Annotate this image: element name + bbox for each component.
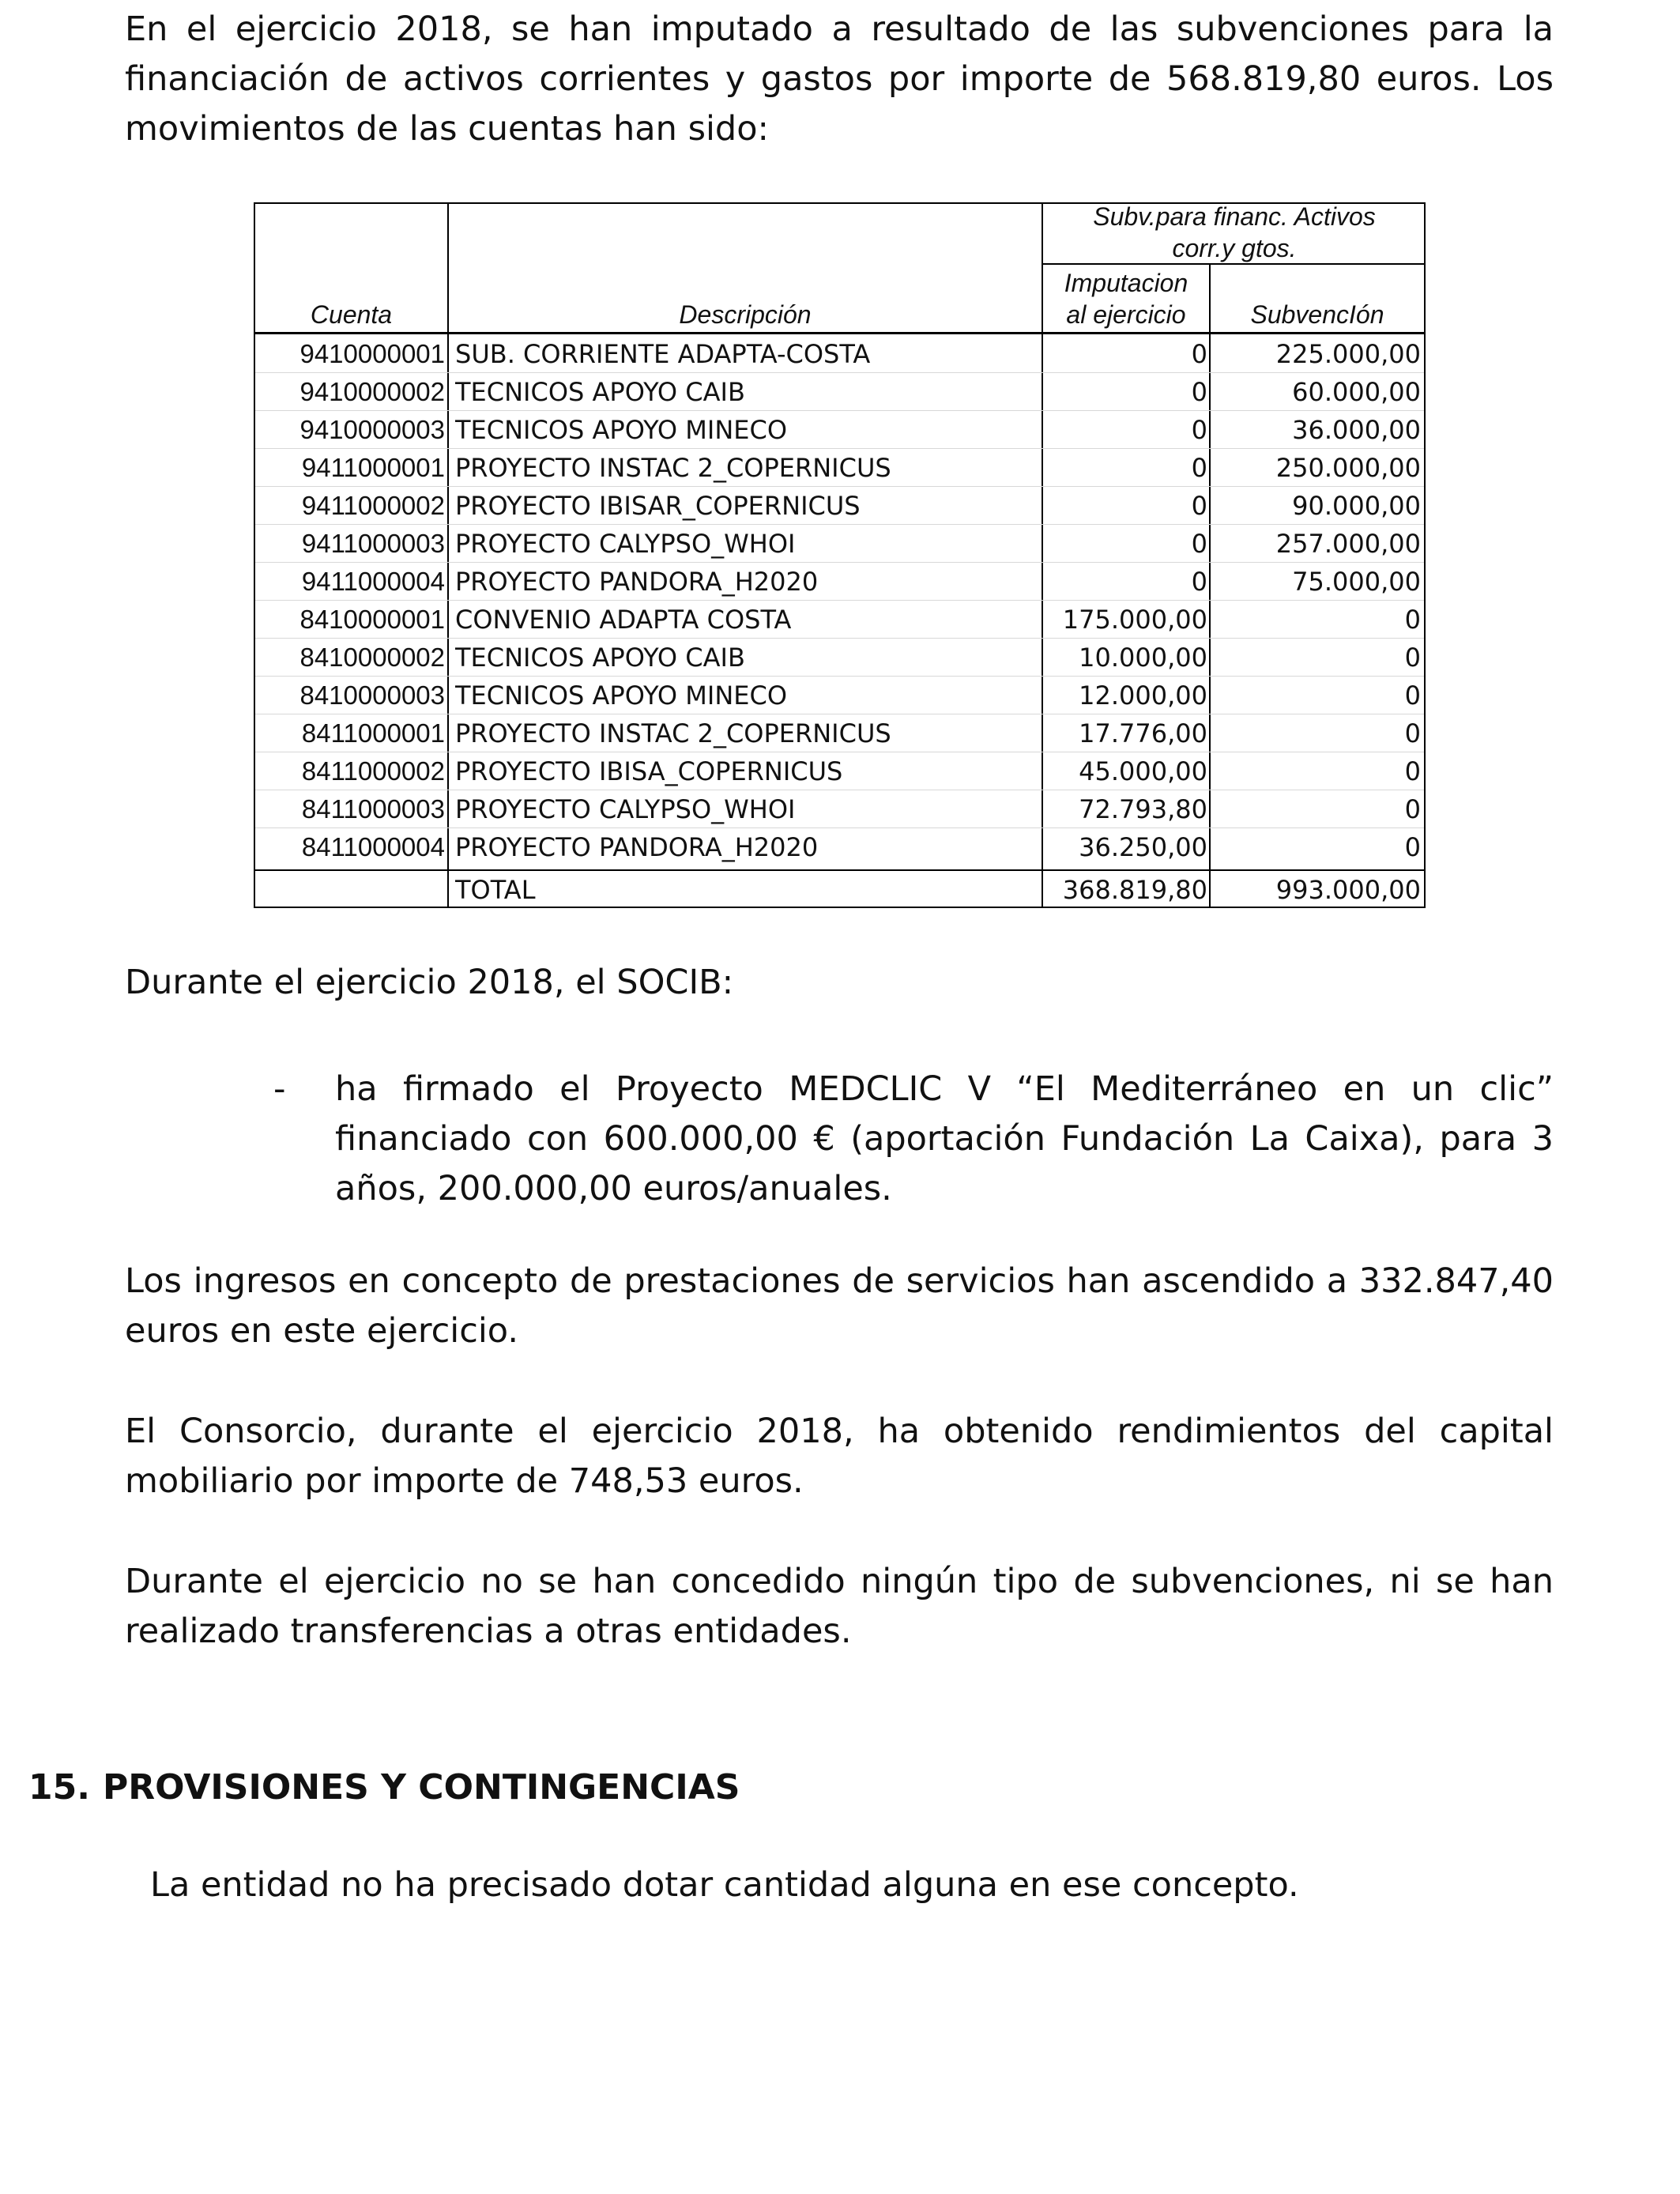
cell-imputacion: 0 [1191,377,1207,407]
cell-descripcion: TECNICOS APOYO MINECO [455,415,788,445]
group-header-line1: Subv.para financ. Activos [1093,202,1376,231]
cell-imputacion: 0 [1191,415,1207,445]
socib-intro: Durante el ejercicio 2018, el SOCIB: [125,963,734,1002]
cell-subvencion: 0 [1404,832,1421,862]
section-title: PROVISIONES Y CONTINGENCIAS [103,1767,740,1808]
cell-cuenta: 8411000002 [301,756,445,786]
cell-imputacion: 175.000,00 [1062,605,1207,635]
cell-subvencion: 225.000,00 [1275,339,1421,369]
cell-cuenta: 8410000003 [299,680,445,710]
column-divider [1209,264,1211,908]
cell-descripcion: TECNICOS APOYO MINECO [455,680,788,711]
rendimientos-paragraph: El Consorcio, durante el ejercicio 2018, ha obtenido rendimientos del capital mobiliario por importe de 748,53 euros. [125,1412,1554,1501]
bullet-medclic: ha firmado el Proyecto MEDCLIC V “El Mediterráneo en un clic” financiado con 600.000,00 € (aportación Fundación La Caixa), para 3 años, 200.000,00 euros/anuales. [335,1069,1554,1208]
cell-descripcion: PROYECTO INSTAC 2_COPERNICUS [455,718,891,748]
cell-cuenta: 8410000002 [299,643,445,672]
cell-subvencion: 257.000,00 [1275,529,1421,559]
cell-imputacion: 45.000,00 [1079,756,1207,786]
cell-imputacion: 72.793,80 [1079,794,1207,824]
cell-descripcion: PROYECTO PANDORA_H2020 [455,567,819,597]
cell-cuenta: 8411000003 [301,794,445,824]
total-subvencion: 993.000,00 [1275,875,1421,905]
section-heading [28,1762,740,1812]
cell-descripcion: PROYECTO PANDORA_H2020 [455,832,819,862]
cell-subvencion: 250.000,00 [1275,453,1421,483]
group-header [1043,201,1426,264]
cell-descripcion: PROYECTO IBISAR_COPERNICUS [455,491,861,521]
cell-imputacion: 10.000,00 [1079,643,1207,673]
total-cuenta [258,871,445,909]
cell-imputacion: 0 [1191,453,1207,483]
cell-descripcion: PROYECTO INSTAC 2_COPERNICUS [455,453,891,483]
cell-imputacion: 36.250,00 [1079,832,1207,862]
cell-descripcion: TECNICOS APOYO CAIB [455,377,745,407]
cell-imputacion: 0 [1191,491,1207,521]
header-imputacion [1043,267,1209,330]
header-divider [254,332,1426,334]
cell-descripcion: PROYECTO CALYPSO_WHOI [455,794,796,824]
cell-subvencion: 0 [1404,643,1421,673]
group-header-line2: corr.y gtos. [1172,234,1297,262]
cell-subvencion: 36.000,00 [1292,415,1421,445]
cell-descripcion: PROYECTO CALYPSO_WHOI [455,529,796,559]
cell-subvencion: 0 [1404,605,1421,635]
cell-subvencion: 75.000,00 [1292,567,1421,597]
cell-cuenta: 9410000002 [299,377,445,406]
cell-imputacion: 12.000,00 [1079,680,1207,711]
cell-cuenta: 9411000001 [301,453,445,482]
cell-imputacion: 0 [1191,339,1207,369]
cell-cuenta: 9411000003 [301,529,445,558]
cell-descripcion: PROYECTO IBISA_COPERNICUS [455,756,843,786]
total-imputacion: 368.819,80 [1062,875,1207,905]
header-subvencion: SubvencIón [1250,300,1384,329]
header-cuenta: Cuenta [310,300,393,329]
cell-subvencion: 60.000,00 [1292,377,1421,407]
cell-descripcion: CONVENIO ADAPTA COSTA [455,605,792,635]
cell-imputacion: 0 [1191,567,1207,597]
ingresos-paragraph: Los ingresos en concepto de prestaciones de servicios han ascendido a 332.847,40 euros en este ejercicio. [125,1261,1554,1351]
total-label: TOTAL [455,875,536,905]
cell-cuenta: 9411000004 [301,567,445,596]
cell-subvencion: 0 [1404,718,1421,748]
cell-cuenta: 8411000004 [301,832,445,861]
header-imputacion-line2: al ejercicio [1066,300,1186,329]
cell-cuenta: 8411000001 [301,718,445,748]
cell-imputacion: 17.776,00 [1079,718,1207,748]
cell-descripcion: TECNICOS APOYO CAIB [455,643,745,673]
header-descripcion: Descripción [679,300,812,329]
subvenciones-table [0,0,1680,917]
cell-subvencion: 0 [1404,756,1421,786]
cell-cuenta: 9410000001 [299,339,445,368]
cell-descripcion: SUB. CORRIENTE ADAPTA-COSTA [455,339,871,369]
subvenciones-paragraph: Durante el ejercicio no se han concedido ningún tipo de subvenciones, ni se han realizado transferencias a otras entidades. [125,1562,1554,1651]
cell-cuenta: 8410000001 [299,605,445,634]
cell-imputacion: 0 [1191,529,1207,559]
header-imputacion-line1: Imputacion [1064,269,1188,297]
cell-cuenta: 9410000003 [299,415,445,444]
section-body: La entidad no ha precisado dotar cantidad alguna en ese concepto. [150,1865,1299,1905]
bullet-dash: - [273,1069,286,1109]
cell-cuenta: 9411000002 [301,491,445,520]
cell-subvencion: 90.000,00 [1292,491,1421,521]
cell-subvencion: 0 [1404,794,1421,824]
section-number: 15. [28,1767,90,1808]
table-border-right [1424,202,1426,908]
intro-paragraph: En el ejercicio 2018, se han imputado a resultado de las subvenciones para la financiación de activos corrientes y gastos por importe de 568.819,80 euros. Los movimientos de las cuentas han sido: [125,9,1554,149]
cell-subvencion: 0 [1404,680,1421,711]
